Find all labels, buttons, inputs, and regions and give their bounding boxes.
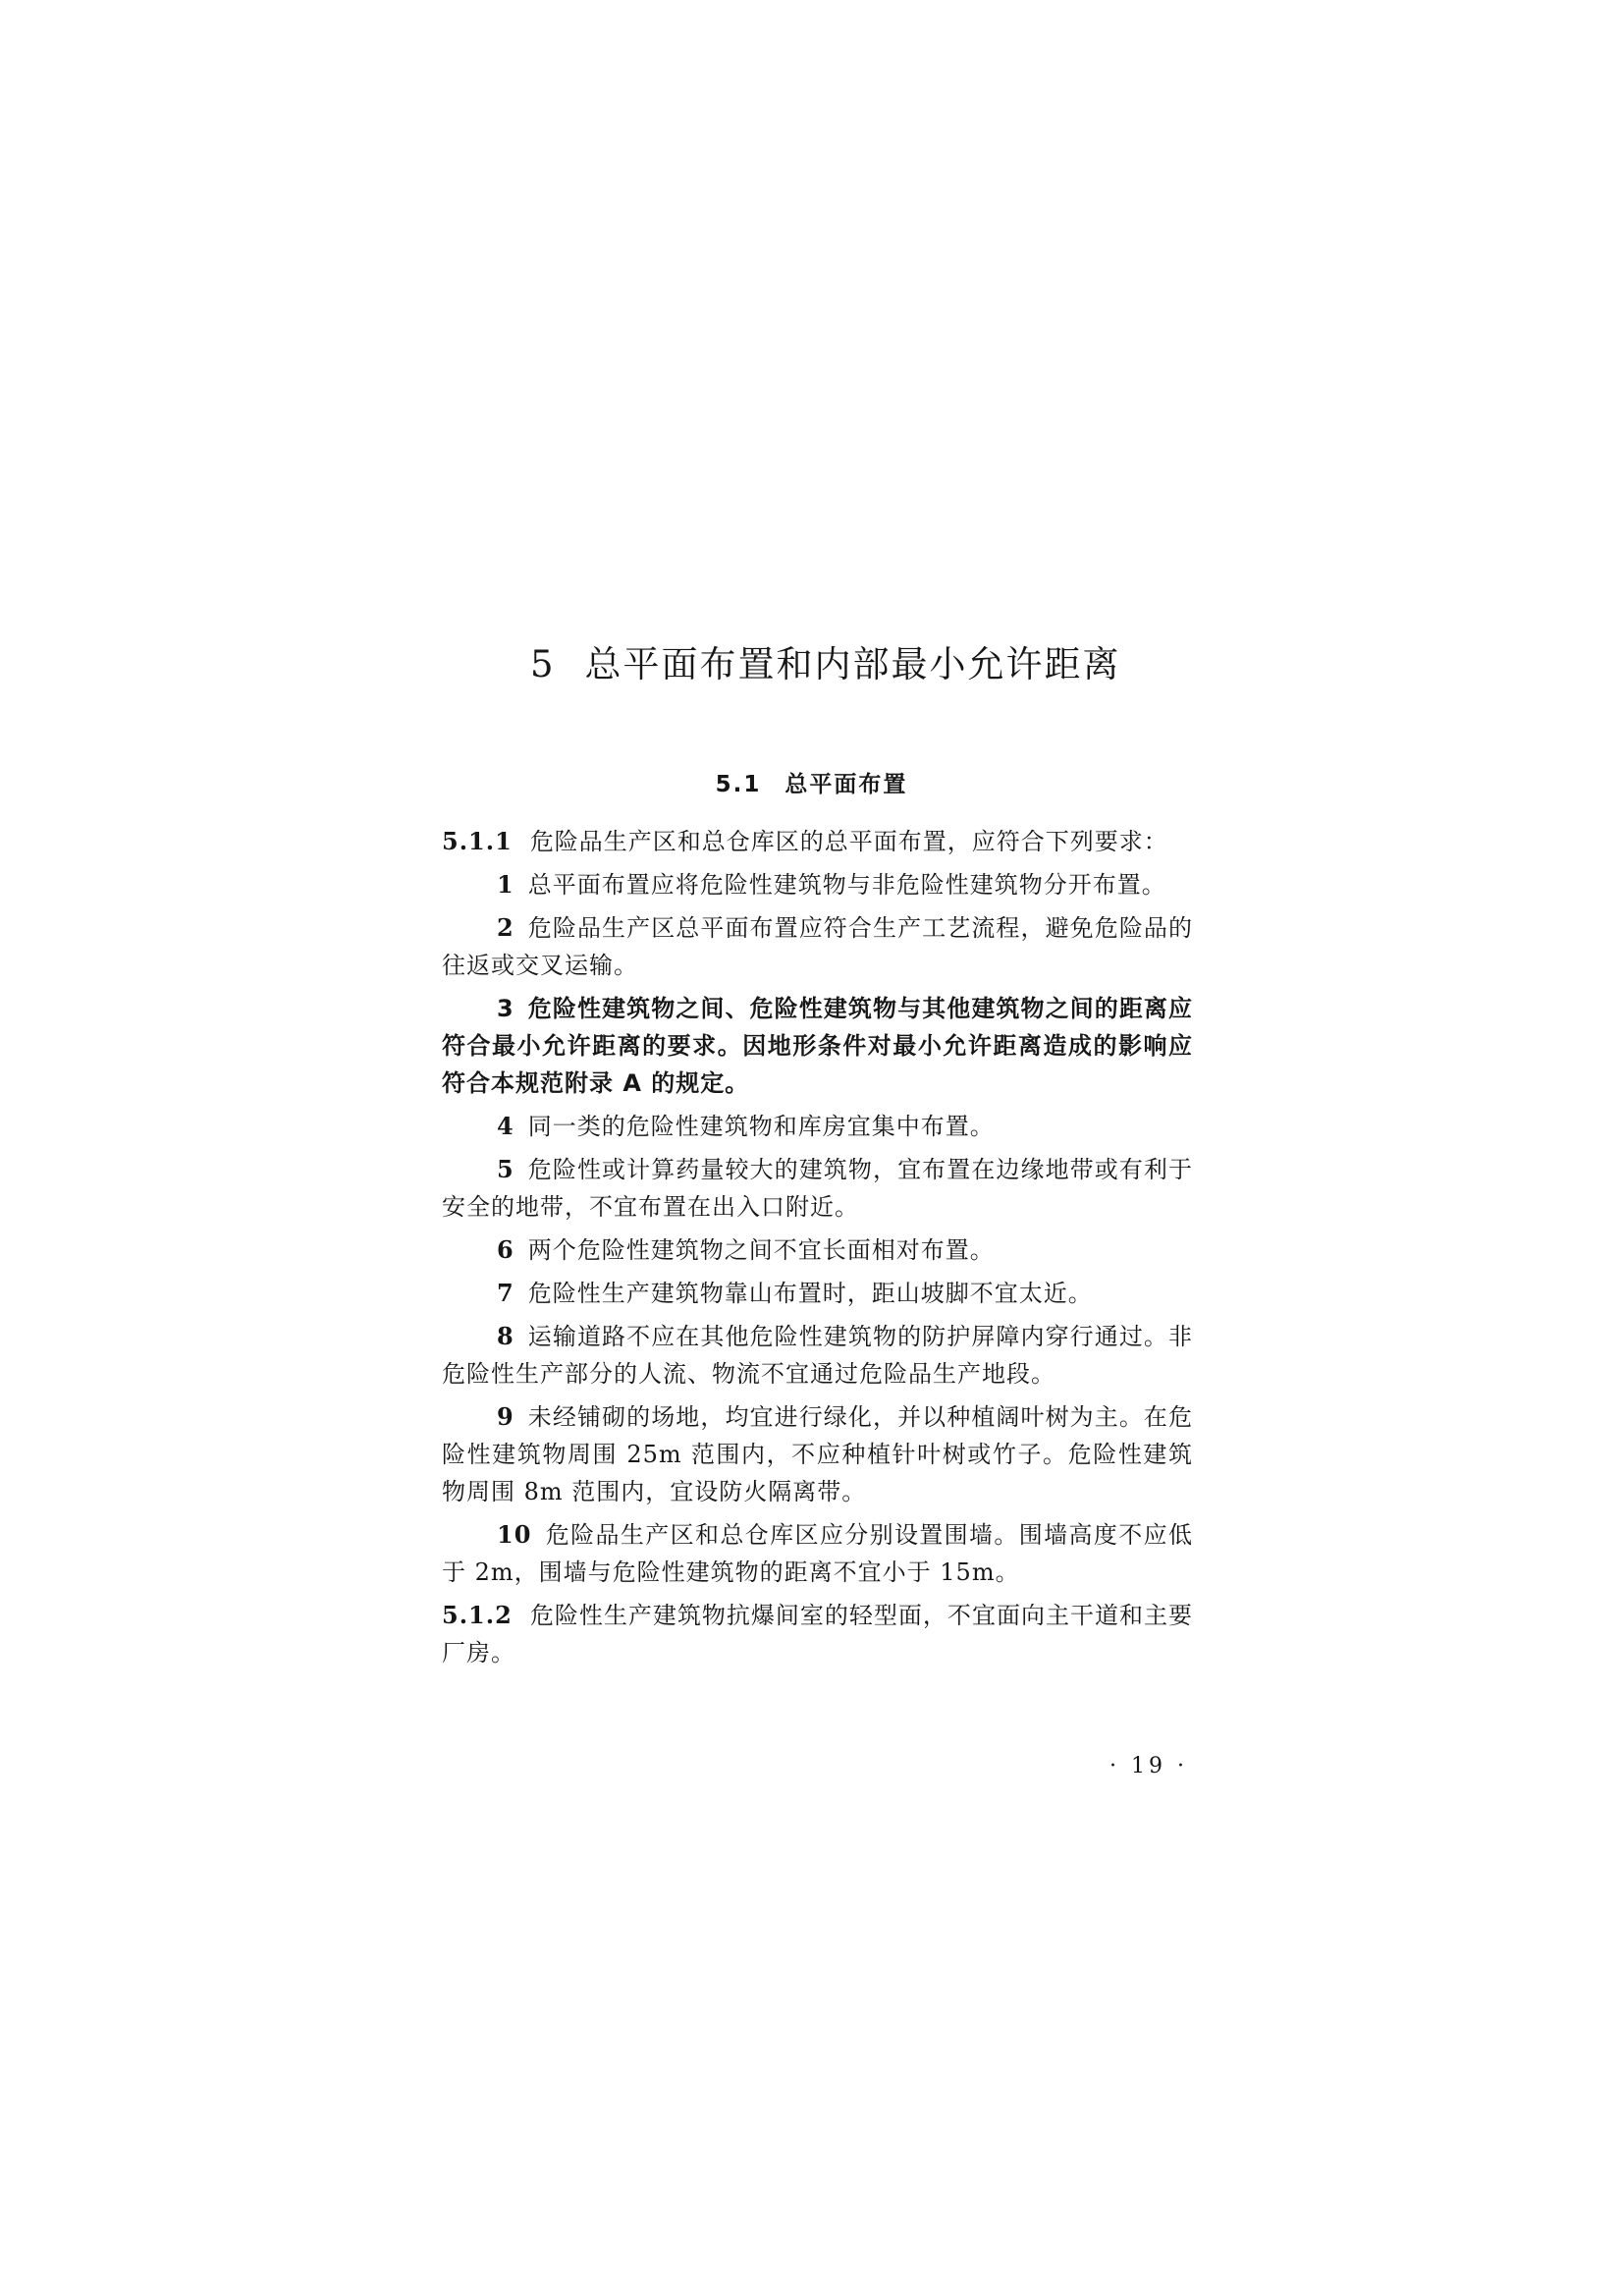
item-text: 未经铺砌的场地，均宜进行绿化，并以种植阔叶树为主。在危险性建筑物周围 25m 范围内，不应种植针叶树或竹子。危险性建筑物周围 8m 范围内，宜设防火隔离带。 — [442, 1403, 1193, 1505]
item-text: 危险品生产区和总仓库区应分别设置围墙。围墙高度不应低于 2m，围墙与危险性建筑物的距离不宜小于 15m。 — [442, 1521, 1193, 1586]
list-item — [442, 909, 1193, 984]
item-number: 8 — [497, 1322, 514, 1350]
chapter-title-text: 总平面布置和内部最小允许距离 — [584, 643, 1121, 685]
item-number: 4 — [497, 1112, 514, 1140]
document-body — [442, 823, 1193, 1677]
item-text: 运输道路不应在其他危险性建筑物的防护屏障内穿行通过。非危险性生产部分的人流、物流不宜通过危险品生产地段。 — [442, 1323, 1193, 1388]
list-item — [442, 1108, 1193, 1145]
item-number: 3 — [497, 995, 514, 1022]
list-item — [442, 1151, 1193, 1226]
clause-5-1-2 — [442, 1597, 1193, 1671]
clause-5-1-1 — [442, 823, 1193, 860]
clause-number: 5.1.1 — [442, 827, 513, 855]
item-text: 总平面布置应将危险性建筑物与非危险性建筑物分开布置。 — [527, 871, 1166, 899]
page-number: · 19 · — [1109, 1754, 1188, 1778]
list-item — [442, 866, 1193, 903]
item-text: 危险品生产区总平面布置应符合生产工艺流程，避免危险品的往返或交叉运输。 — [442, 914, 1193, 979]
item-number: 1 — [497, 870, 514, 899]
item-text: 危险性生产建筑物靠山布置时，距山坡脚不宜太近。 — [527, 1280, 1093, 1307]
item-number: 6 — [497, 1235, 514, 1264]
list-item — [442, 1398, 1193, 1510]
section-number: 5.1 — [715, 772, 762, 797]
list-item — [442, 1516, 1193, 1591]
section-title-text: 总平面布置 — [784, 772, 908, 797]
list-item — [442, 1275, 1193, 1312]
list-item — [442, 1231, 1193, 1269]
section-title — [0, 766, 1623, 798]
item-number: 10 — [497, 1520, 532, 1549]
item-number: 5 — [497, 1155, 514, 1183]
chapter-title — [530, 634, 1217, 687]
item-text: 同一类的危险性建筑物和库房宜集中布置。 — [527, 1113, 995, 1140]
item-number: 2 — [497, 913, 514, 942]
chapter-number: 5 — [530, 643, 556, 685]
item-text: 两个危险性建筑物之间不宜长面相对布置。 — [527, 1236, 995, 1264]
item-text: 危险性或计算药量较大的建筑物，宜布置在边缘地带或有利于安全的地带，不宜布置在出入口附近。 — [442, 1156, 1193, 1221]
list-item — [442, 990, 1193, 1102]
item-number: 7 — [497, 1279, 514, 1307]
clause-text: 危险品生产区和总仓库区的总平面布置，应符合下列要求： — [529, 828, 1168, 855]
item-number: 9 — [497, 1402, 514, 1431]
clause-text: 危险性生产建筑物抗爆间室的轻型面，不宜面向主干道和主要厂房。 — [442, 1602, 1193, 1667]
clause-number: 5.1.2 — [442, 1601, 513, 1629]
list-item — [442, 1318, 1193, 1393]
item-text: 危险性建筑物之间、危险性建筑物与其他建筑物之间的距离应符合最小允许距离的要求。因地形条件对最小允许距离造成的影响应符合本规范附录 A 的规定。 — [442, 995, 1193, 1097]
